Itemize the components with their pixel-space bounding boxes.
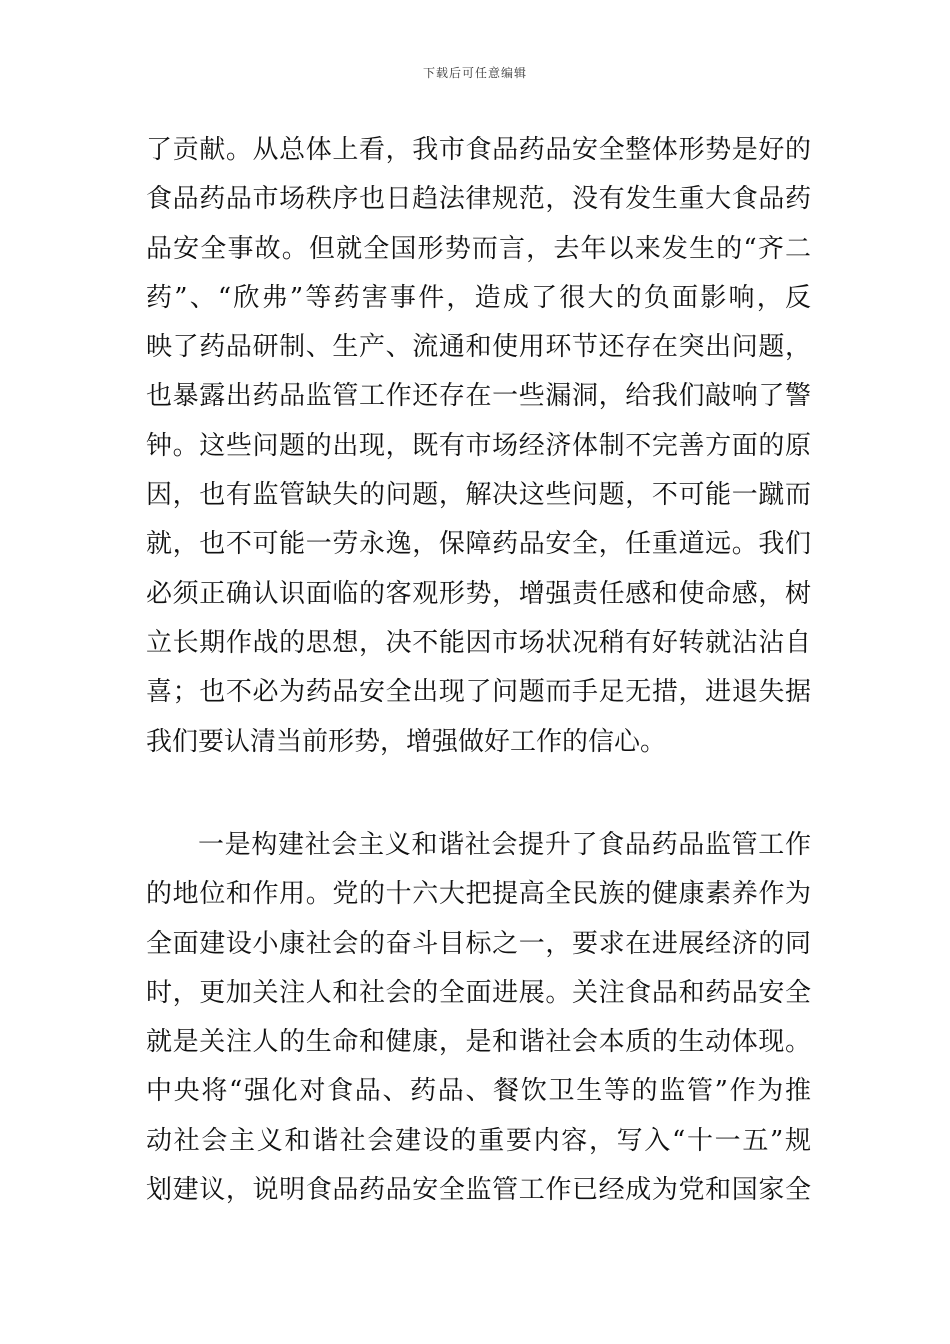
text-line: 也暴露出药品监管工作还存在一些漏洞，给我们敲响了警 xyxy=(146,381,811,412)
text-line: 全面建设小康社会的奋斗目标之一，要求在进展经济的同 xyxy=(146,928,811,959)
text-line: 就是关注人的生命和健康，是和谐社会本质的生动体现。 xyxy=(146,1027,811,1058)
text-line: 钟。这些问题的出现，既有市场经济体制不完善方面的原 xyxy=(146,430,811,461)
paragraph-1 xyxy=(146,126,811,767)
text-line: 一是构建社会主义和谐社会提升了食品药品监管工作 xyxy=(198,830,811,860)
text-line: 品安全事故。但就全国形势而言，去年以来发生的“齐二 xyxy=(146,233,811,264)
page-header: 下载后可任意编辑 xyxy=(422,66,527,80)
text-line: 因，也有监管缺失的问题，解决这些问题，不可能一蹴而 xyxy=(146,480,811,511)
text-line: 映了药品研制、生产、流通和使用环节还存在突出问题， xyxy=(146,332,811,363)
text-line: 了贡献。从总体上看，我市食品药品安全整体形势是好的 xyxy=(146,135,811,165)
text-line: 药”、“欣弗”等药害事件，造成了很大的负面影响，反 xyxy=(146,282,811,313)
text-line: 食品药品市场秩序也日趋法律规范，没有发生重大食品药 xyxy=(146,184,811,215)
text-line: 立长期作战的思想，决不能因市场状况稍有好转就沾沾自 xyxy=(146,627,811,658)
text-line: 动社会主义和谐社会建设的重要内容，写入“十一五”规 xyxy=(146,1125,811,1156)
text-line: 必须正确认识面临的客观形势，增强责任感和使命感，树 xyxy=(146,578,811,609)
text-line: 喜；也不必为药品安全出现了问题而手足无措，进退失据 xyxy=(146,677,811,708)
text-line: 划建议，说明食品药品安全监管工作已经成为党和国家全 xyxy=(146,1175,811,1206)
text-line: 就，也不可能一劳永逸，保障药品安全，任重道远。我们 xyxy=(146,529,811,560)
text-line: 时，更加关注人和社会的全面进展。关注食品和药品安全 xyxy=(146,977,811,1008)
text-line: 我们要认清当前形势，增强做好工作的信心。 xyxy=(146,726,667,757)
text-line: 的地位和作用。党的十六大把提高全民族的健康素养作为 xyxy=(146,879,811,910)
paragraph-2 xyxy=(146,821,811,1215)
text-line: 中央将“强化对食品、药品、餐饮卫生等的监管”作为推 xyxy=(146,1076,811,1107)
